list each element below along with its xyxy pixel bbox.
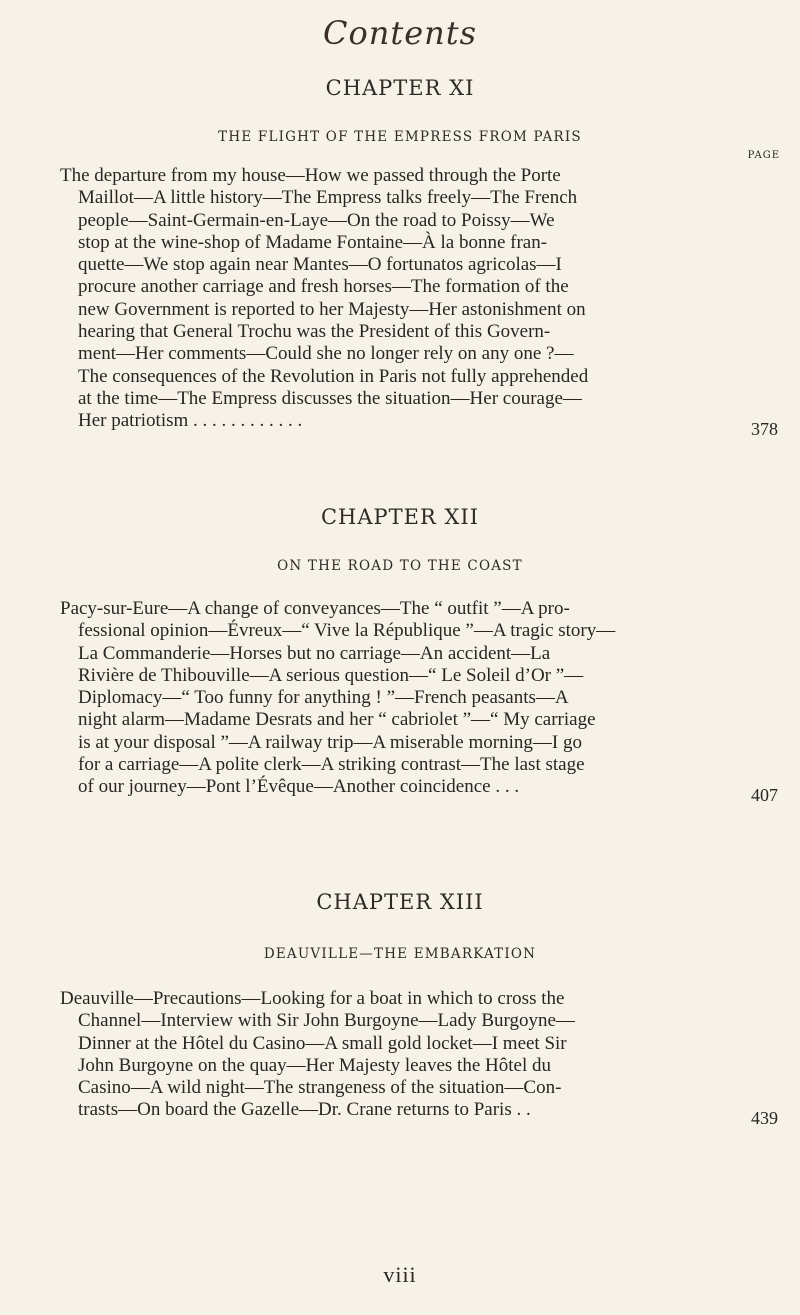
summary-line: Channel—Interview with Sir John Burgoyne—Lady Burgoyne— xyxy=(78,1010,575,1032)
summary-line: John Burgoyne on the quay—Her Majesty leaves the Hôtel du xyxy=(78,1054,551,1076)
chapter-title: THE FLIGHT OF THE EMPRESS FROM PARIS xyxy=(218,129,582,145)
summary-line: Maillot—A little history—The Empress talks freely—The French xyxy=(78,187,578,209)
chapter-title: ON THE ROAD TO THE COAST xyxy=(277,558,523,574)
summary-line: hearing that General Trochu was the President of this Govern- xyxy=(78,321,551,343)
summary-line: night alarm—Madame Desrats and her “ cabriolet ”—“ My carriage xyxy=(78,709,596,731)
folio: viii xyxy=(383,1262,417,1287)
summary-line: of our journey—Pont l’Évêque—Another coincidence . . . xyxy=(78,776,520,798)
summary-line: quette—We stop again near Mantes—O fortunatos agricolas—I xyxy=(78,254,562,276)
summary-line: is at your disposal ”—A railway trip—A miserable morning—I go xyxy=(78,731,582,753)
page-number: 378 xyxy=(751,419,778,439)
page-number: 439 xyxy=(751,1108,778,1128)
summary-line: Casino—A wild night—The strangeness of the situation—Con- xyxy=(78,1077,562,1099)
chapter-title: DEAUVILLE—THE EMBARKATION xyxy=(263,946,537,962)
summary-line: people—Saint-Germain-en-Laye—On the road to Poissy—We xyxy=(78,209,555,231)
summary-line: trasts—On board the Gazelle—Dr. Crane returns to Paris . . xyxy=(78,1099,531,1121)
running-head: Contents xyxy=(322,14,478,52)
summary-line: procure another carriage and fresh horses—The formation of the xyxy=(78,276,569,298)
summary-line: The consequences of the Revolution in Paris not fully apprehended xyxy=(78,365,589,387)
summary-line: fessional opinion—Évreux—“ Vive la République ”—A tragic story— xyxy=(78,620,616,642)
summary-line: The departure from my house—How we passed through the Porte xyxy=(60,165,561,186)
page-number: 407 xyxy=(751,785,778,805)
summary-line: Pacy-sur-Eure—A change of conveyances—The “ outfit ”—A pro- xyxy=(60,598,570,619)
summary-line: Rivière de Thibouville—A serious question—“ Le Soleil d’Or ”— xyxy=(78,664,584,686)
chapter-heading: CHAPTER XI xyxy=(325,76,475,100)
summary-line: Diplomacy—“ Too funny for anything ! ”—French peasants—A xyxy=(78,687,569,709)
summary-line: Deauville—Precautions—Looking for a boat in which to cross the xyxy=(60,988,565,1009)
summary-line: for a carriage—A polite clerk—A striking contrast—The last stage xyxy=(78,754,585,776)
summary-line: Her patriotism . . . . . . . . . . . . xyxy=(78,410,303,432)
chapter-heading: CHAPTER XIII xyxy=(316,890,484,914)
chapter-summary xyxy=(60,598,730,799)
page-column-label: PAGE xyxy=(747,150,780,161)
summary-line: Dinner at the Hôtel du Casino—A small gold locket—I meet Sir xyxy=(78,1032,567,1054)
summary-line: La Commanderie—Horses but no carriage—An accident—La xyxy=(78,642,551,664)
summary-line: at the time—The Empress discusses the situation—Her courage— xyxy=(78,387,582,409)
summary-line: stop at the wine-shop of Madame Fontaine—À la bonne fran- xyxy=(78,231,548,253)
chapter-summary xyxy=(60,988,730,1122)
chapter-summary xyxy=(60,165,730,433)
summary-line: new Government is reported to her Majesty—Her astonishment on xyxy=(78,298,586,320)
summary-line: ment—Her comments—Could she no longer rely on any one ?— xyxy=(78,343,574,365)
chapter-heading: CHAPTER XII xyxy=(320,505,480,529)
